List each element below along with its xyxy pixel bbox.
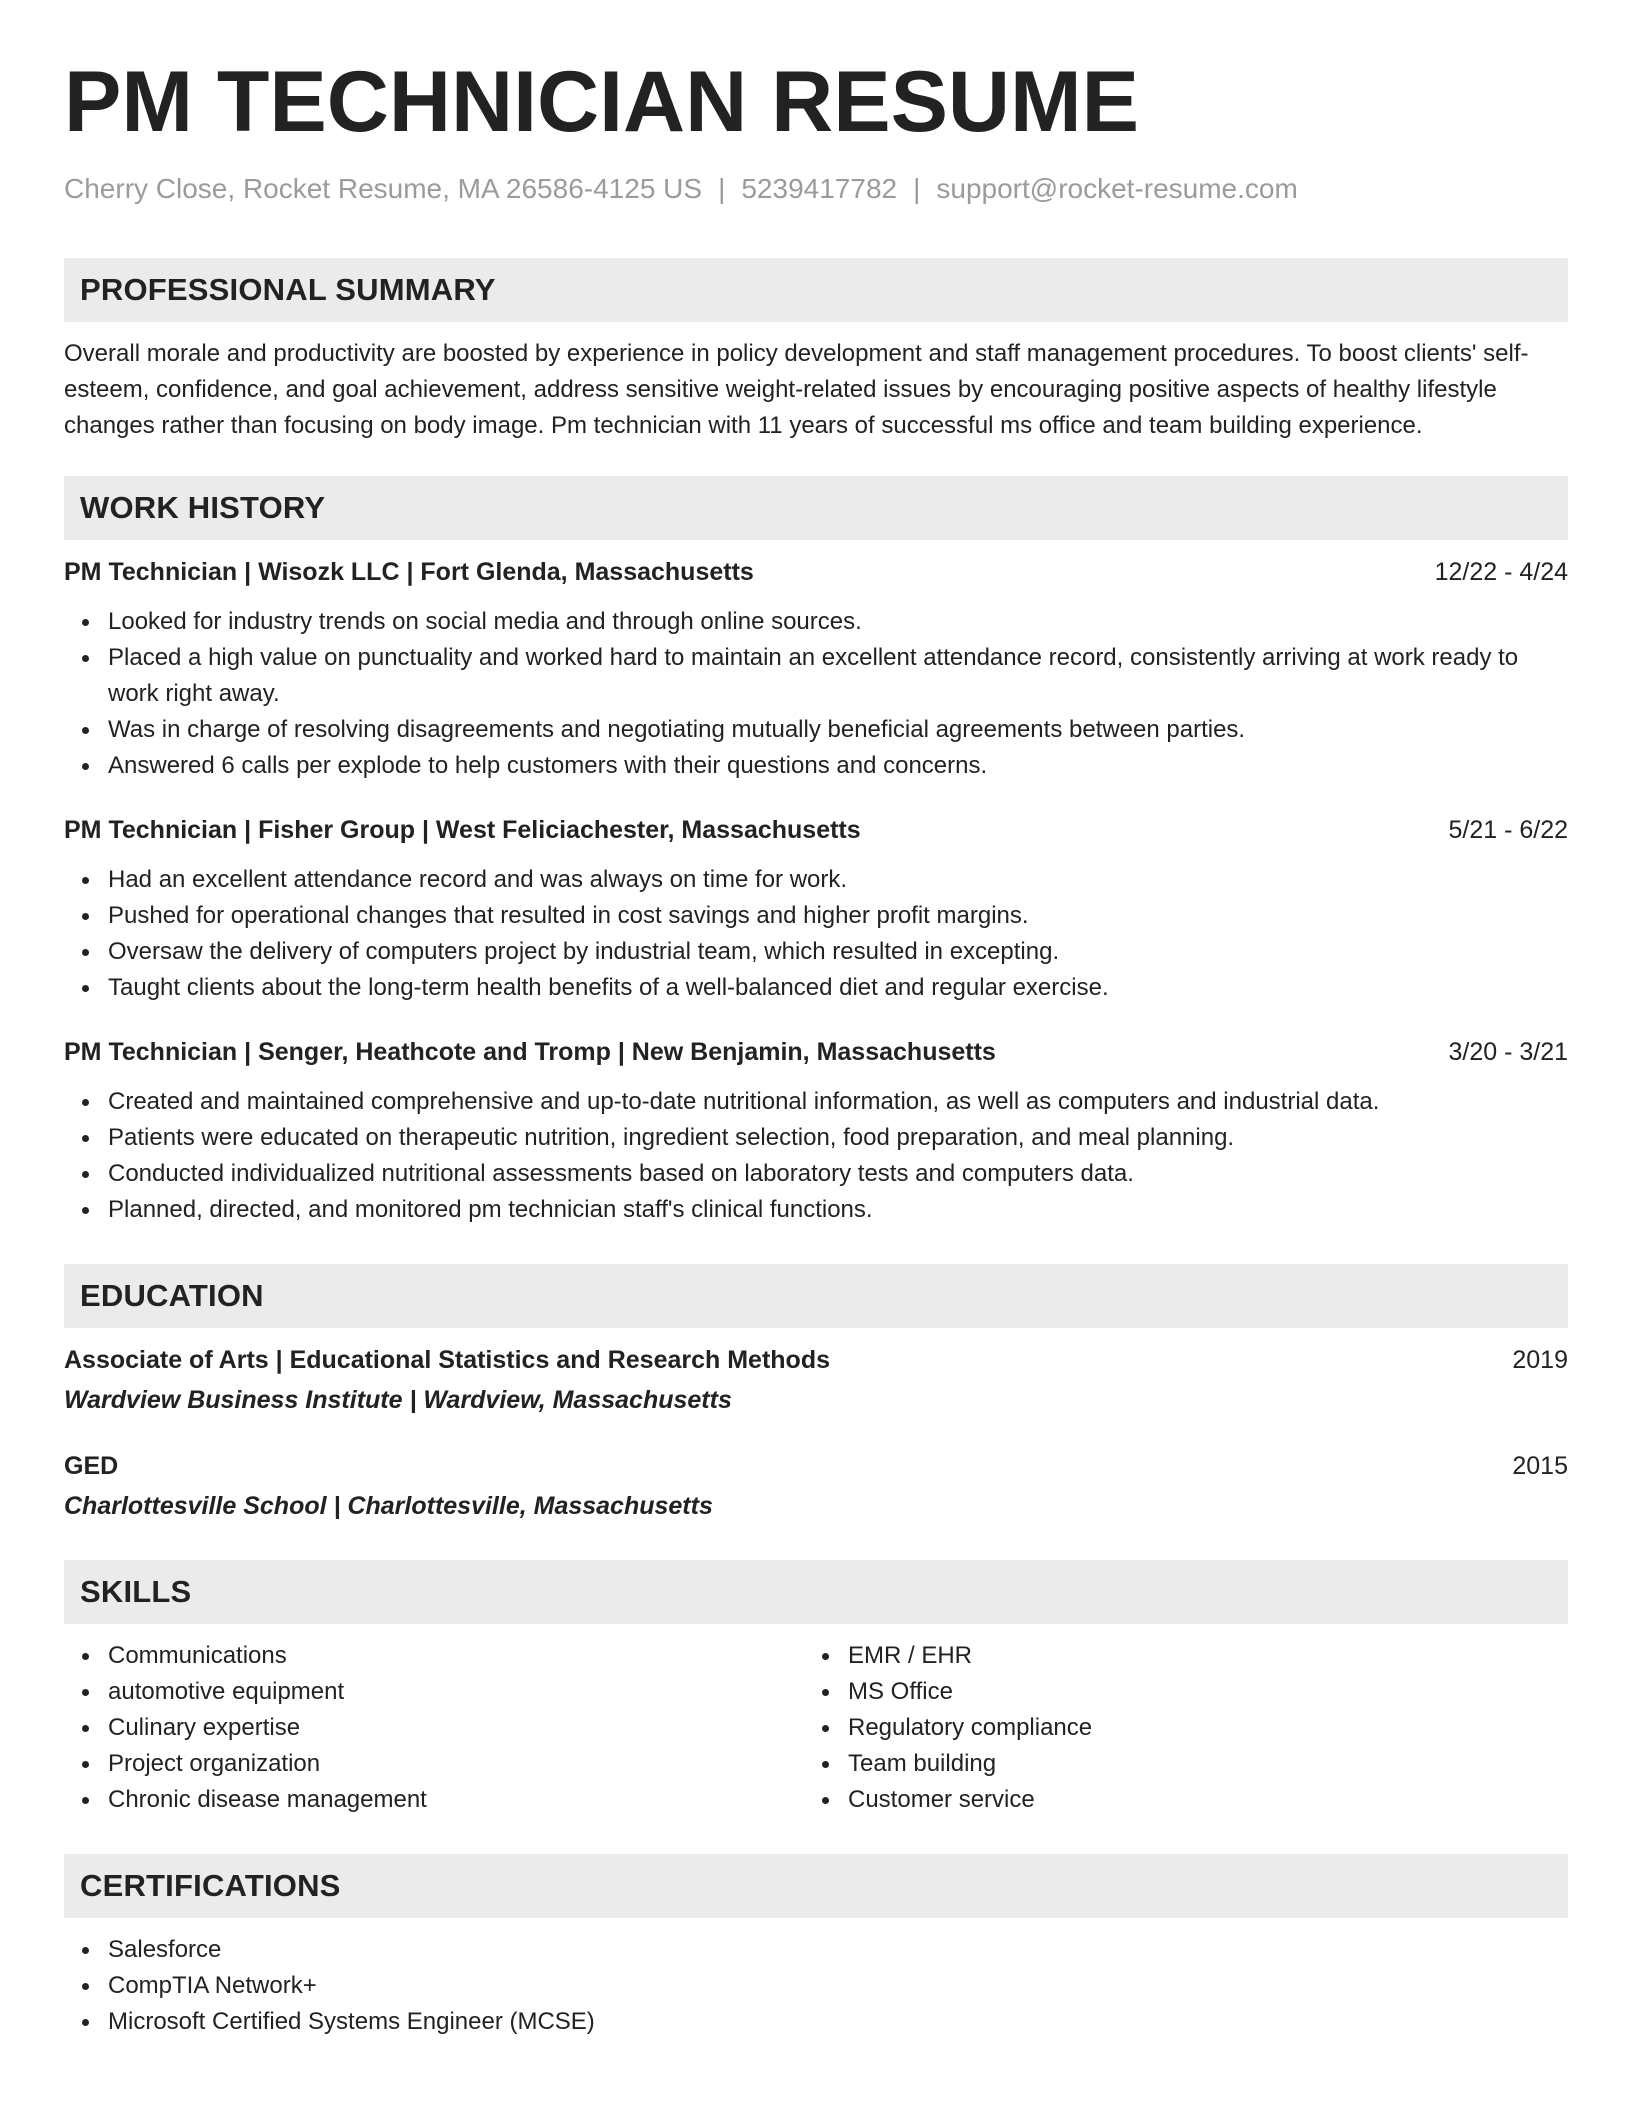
- skills-columns: [64, 1624, 1568, 1818]
- job-bullets: [64, 862, 1568, 1006]
- job-bullet: Oversaw the delivery of computers project by industrial team, which resulted in excepting.: [108, 934, 1568, 970]
- job-dates: 12/22 - 4/24: [1434, 558, 1568, 586]
- education-entry: [64, 1448, 1568, 1524]
- skill-item: Communications: [108, 1638, 804, 1674]
- skill-item: Culinary expertise: [108, 1710, 804, 1746]
- job-title: PM Technician | Fisher Group | West Feliciachester, Massachusetts: [64, 816, 861, 844]
- job-bullets: [64, 1084, 1568, 1228]
- contact-email: support@rocket-resume.com: [936, 173, 1298, 204]
- education-entry: [64, 1342, 1568, 1418]
- certification-item: CompTIA Network+: [108, 1968, 1568, 2004]
- job-header: [64, 812, 1568, 848]
- certification-item: Microsoft Certified Systems Engineer (MCSE): [108, 2004, 1568, 2040]
- job-bullets: [64, 604, 1568, 784]
- education-header: [64, 1342, 1568, 1378]
- skill-item: Project organization: [108, 1746, 804, 1782]
- skill-item: MS Office: [848, 1674, 1544, 1710]
- job-bullet: Pushed for operational changes that resulted in cost savings and higher profit margins.: [108, 898, 1568, 934]
- job-bullet: Was in charge of resolving disagreements and negotiating mutually beneficial agreements between parties.: [108, 712, 1568, 748]
- job-bullet: Patients were educated on therapeutic nutrition, ingredient selection, food preparation, and meal planning.: [108, 1120, 1568, 1156]
- education-year: 2015: [1512, 1452, 1568, 1480]
- job-entry: [64, 554, 1568, 784]
- skill-item: EMR / EHR: [848, 1638, 1544, 1674]
- certifications-list: [64, 1932, 1568, 2040]
- job-bullet: Planned, directed, and monitored pm technician staff's clinical functions.: [108, 1192, 1568, 1228]
- summary-text: Overall morale and productivity are boosted by experience in policy development and staff management procedures. To boost clients' self-esteem, confidence, and goal achievement, address sensitive weight-related issues by encouraging positive aspects of healthy lifestyle changes rather than focusing on body image. Pm technician with 11 years of successful ms office and team building experience.: [64, 340, 1529, 439]
- job-header: [64, 1034, 1568, 1070]
- job-title: PM Technician | Wisozk LLC | Fort Glenda, Massachusetts: [64, 558, 754, 586]
- contact-line: [64, 172, 1568, 206]
- education-school: Wardview Business Institute | Wardview, Massachusetts: [64, 1386, 732, 1414]
- education-year: 2019: [1512, 1346, 1568, 1374]
- section-heading-summary: PROFESSIONAL SUMMARY: [64, 258, 1568, 322]
- job-dates: 3/20 - 3/21: [1448, 1038, 1568, 1066]
- job-bullet: Placed a high value on punctuality and worked hard to maintain an excellent attendance record, consistently arriving at work ready to work right away.: [108, 640, 1568, 712]
- job-bullet: Answered 6 calls per explode to help customers with their questions and concerns.: [108, 748, 1568, 784]
- skill-item: Team building: [848, 1746, 1544, 1782]
- skill-item: automotive equipment: [108, 1674, 804, 1710]
- job-header: [64, 554, 1568, 590]
- education-degree: Associate of Arts | Educational Statistics and Research Methods: [64, 1346, 830, 1374]
- skill-item: Customer service: [848, 1782, 1544, 1818]
- education-degree: GED: [64, 1452, 119, 1480]
- skills-list-right: [804, 1638, 1544, 1818]
- contact-separator: |: [718, 173, 726, 204]
- resume-title: PM TECHNICIAN RESUME: [64, 54, 1140, 150]
- certification-item: Salesforce: [108, 1932, 1568, 1968]
- job-bullet: Looked for industry trends on social media and through online sources.: [108, 604, 1568, 640]
- skills-list-left: [64, 1638, 804, 1818]
- section-heading-education: EDUCATION: [64, 1264, 1568, 1328]
- skill-item: Chronic disease management: [108, 1782, 804, 1818]
- job-entry: [64, 812, 1568, 1006]
- section-heading-work-history: WORK HISTORY: [64, 476, 1568, 540]
- job-bullet: Created and maintained comprehensive and up-to-date nutritional information, as well as computers and industrial data.: [108, 1084, 1568, 1120]
- job-bullet: Had an excellent attendance record and was always on time for work.: [108, 862, 1568, 898]
- job-bullet: Taught clients about the long-term health benefits of a well-balanced diet and regular exercise.: [108, 970, 1568, 1006]
- section-heading-skills: SKILLS: [64, 1560, 1568, 1624]
- contact-address: Cherry Close, Rocket Resume, MA 26586-4125 US: [64, 173, 703, 204]
- section-heading-certifications: CERTIFICATIONS: [64, 1854, 1568, 1918]
- contact-separator: |: [913, 173, 921, 204]
- contact-phone: 5239417782: [741, 173, 898, 204]
- education-header: [64, 1448, 1568, 1484]
- job-title: PM Technician | Senger, Heathcote and Tromp | New Benjamin, Massachusetts: [64, 1038, 996, 1066]
- education-school: Charlottesville School | Charlottesville, Massachusetts: [64, 1492, 713, 1520]
- job-dates: 5/21 - 6/22: [1448, 816, 1568, 844]
- skill-item: Regulatory compliance: [848, 1710, 1544, 1746]
- job-bullet: Conducted individualized nutritional assessments based on laboratory tests and computers data.: [108, 1156, 1568, 1192]
- job-entry: [64, 1034, 1568, 1228]
